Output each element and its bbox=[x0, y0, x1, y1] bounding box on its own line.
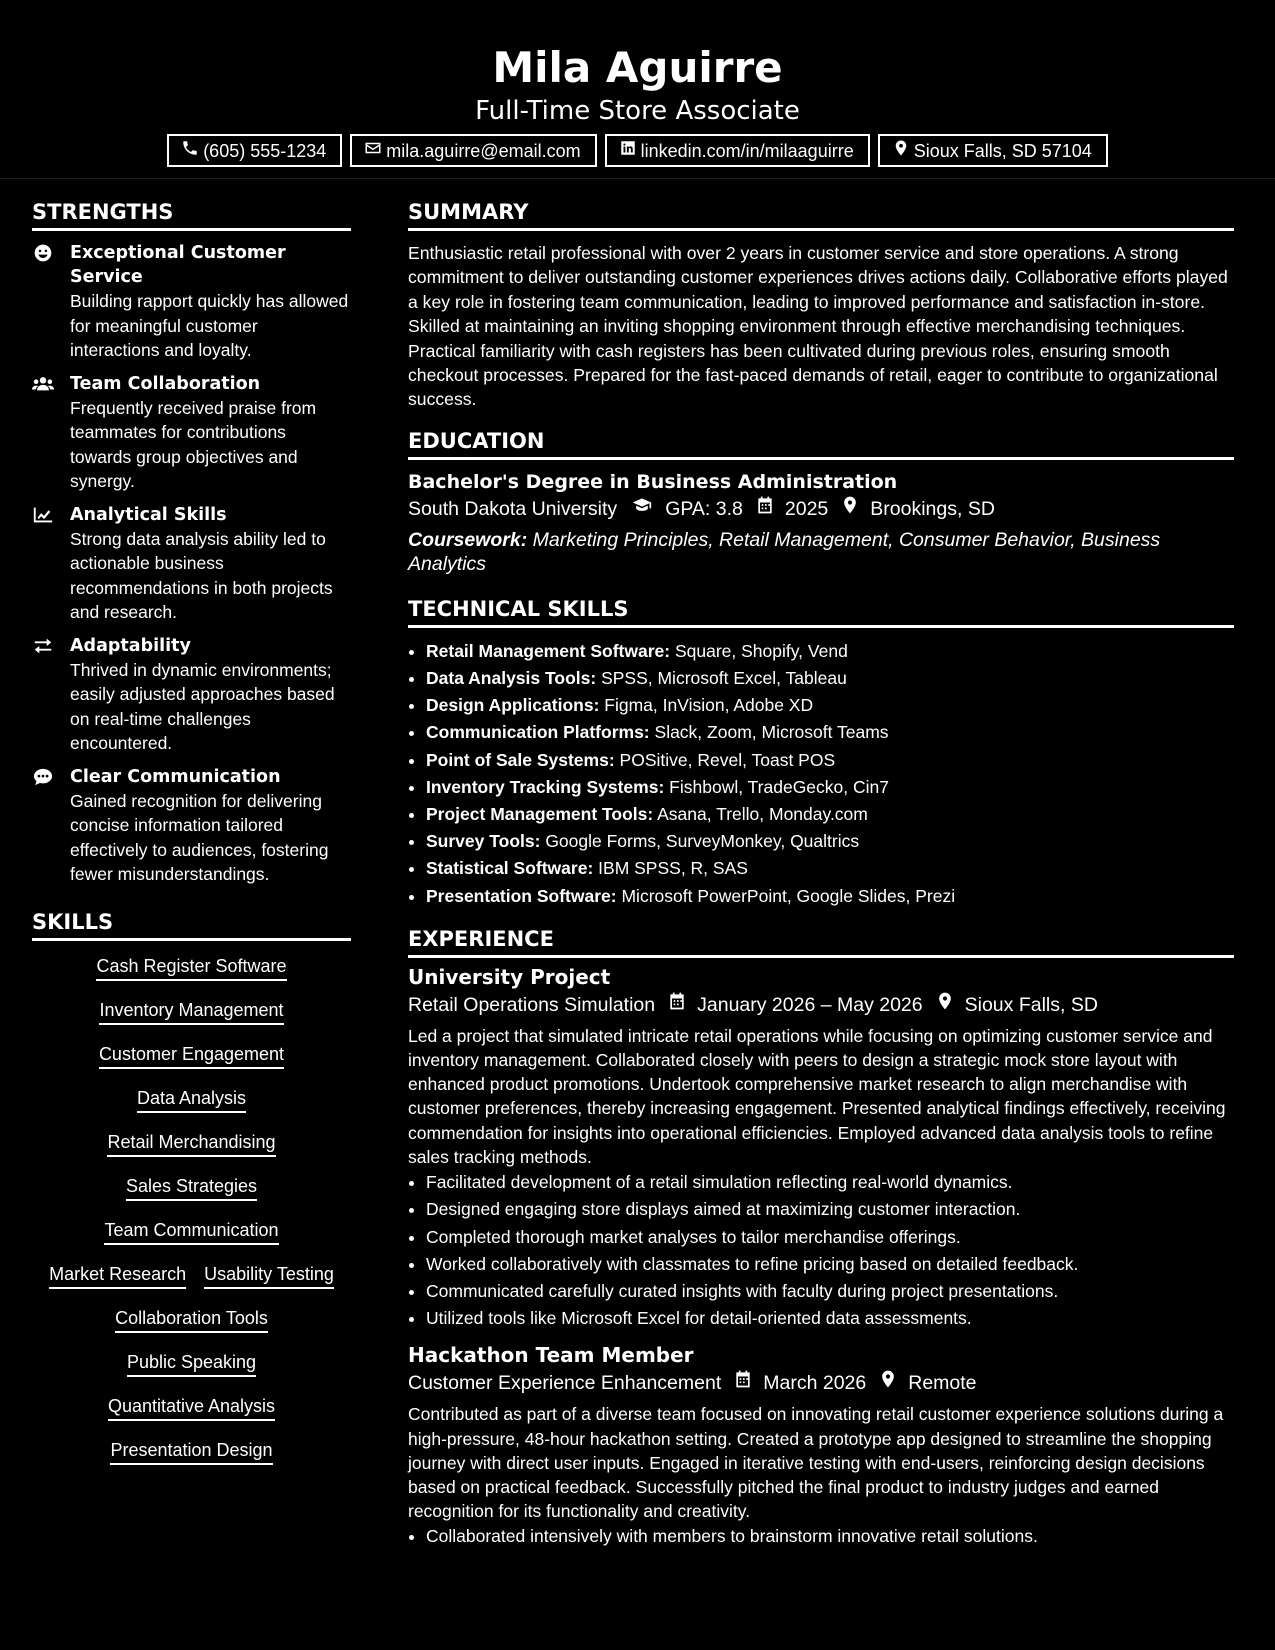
strength-name: Clear Communication bbox=[70, 766, 281, 787]
coursework bbox=[408, 528, 1234, 576]
strength-name: Exceptional Customer Service bbox=[70, 243, 286, 287]
experience-item bbox=[408, 1342, 1234, 1550]
tech-skill-value: Fishbowl, TradeGecko, Cin7 bbox=[669, 776, 889, 797]
contact-email-text: mila.aguirre@email.com bbox=[386, 140, 581, 161]
tech-skill-value: POSitive, Revel, Toast POS bbox=[619, 749, 836, 770]
list-item: • Utilized tools like Microsoft Excel for detail-oriented data assessments. bbox=[426, 1305, 1234, 1332]
map-pin-icon bbox=[923, 990, 965, 1020]
tech-skill-label: Project Management Tools: bbox=[426, 804, 654, 825]
list-item: • Designed engaging store displays aimed at maximizing customer interaction. bbox=[426, 1196, 1234, 1223]
coursework-list: Marketing Principles, Retail Management, Consumer Behavior, Business Analytics bbox=[408, 528, 1161, 575]
job-subtitle: Retail Operations Simulation bbox=[408, 993, 656, 1016]
map-pin-icon bbox=[866, 1368, 908, 1398]
job-description: Led a project that simulated intricate retail operations while focusing on optimizing customer service and inventory management. Collaborated closely with peers to design a strategic mock store layout with enhanced product promotions. Undertook comprehensive market research to align merchandise with customer preferences, thereby increasing engagement. Presented analytical findings effectively, receiving commendation for insights into operational efficiencies. Employed advanced data analysis tools to refine sales tracking methods. bbox=[408, 1025, 1226, 1167]
skill-tag: Retail Merchandising bbox=[107, 1131, 275, 1157]
contact-location-text: Sioux Falls, SD 57104 bbox=[913, 140, 1092, 161]
candidate-name: Mila Aguirre bbox=[492, 43, 783, 92]
list-item bbox=[426, 883, 1234, 910]
job-location: Remote bbox=[908, 1372, 977, 1395]
experience-heading: EXPERIENCE bbox=[408, 926, 1234, 958]
job-dates: March 2026 bbox=[763, 1372, 867, 1395]
speech-bubble-icon bbox=[32, 765, 70, 887]
tech-skill-value: Microsoft PowerPoint, Google Slides, Prezi bbox=[621, 885, 956, 906]
technical-skills-list bbox=[408, 638, 1234, 910]
contact-phone[interactable] bbox=[167, 134, 342, 167]
skill-tag: Sales Strategies bbox=[126, 1175, 257, 1201]
skill-tag: Inventory Management bbox=[99, 999, 283, 1025]
skills-list bbox=[32, 951, 351, 1465]
education-heading: EDUCATION bbox=[408, 428, 1234, 460]
resume-header bbox=[0, 0, 1275, 179]
graduation-year: 2025 bbox=[784, 497, 829, 520]
list-item bbox=[426, 747, 1234, 774]
job-subtitle: Customer Experience Enhancement bbox=[408, 1372, 722, 1395]
job-bullets bbox=[408, 1169, 1234, 1332]
job-dates: January 2026 – May 2026 bbox=[697, 993, 923, 1016]
graduation-cap-icon bbox=[617, 494, 665, 524]
skills-heading: SKILLS bbox=[32, 909, 351, 941]
list-item: • Completed thorough market analyses to tailor merchandise offerings. bbox=[426, 1224, 1234, 1251]
skill-tag: Usability Testing bbox=[204, 1263, 334, 1289]
summary-heading: SUMMARY bbox=[408, 199, 1234, 231]
strength-item bbox=[32, 503, 351, 625]
summary-text: Enthusiastic retail professional with over 2 years in customer service and store operations. A strong commitment to deliver outstanding customer experiences drives actions daily. Collaborative efforts played a key role in fostering team communication, leading to improved performance and satisfaction in-store. Skilled at maintaining an inviting shopping environment through effective merchandising techniques. Practical familiarity with cash registers has been cultivated during previous roles, ensuring smooth checkout processes. Prepared for the fast-paced demands of retail, eager to contribute to organizational success. bbox=[408, 243, 1228, 410]
contact-location[interactable] bbox=[878, 134, 1108, 167]
tech-skill-value: IBM SPSS, R, SAS bbox=[598, 858, 748, 879]
tech-skill-label: Point of Sale Systems: bbox=[426, 749, 615, 770]
contact-linkedin[interactable] bbox=[605, 134, 870, 167]
arrows-exchange-icon bbox=[32, 634, 70, 756]
tech-skill-value: Asana, Trello, Monday.com bbox=[657, 804, 868, 825]
list-item bbox=[426, 665, 1234, 692]
list-item: • Collaborated intensively with members to brainstorm innovative retail solutions. bbox=[426, 1523, 1234, 1550]
tech-skill-value: Figma, InVision, Adobe XD bbox=[604, 695, 814, 716]
job-title: University Project bbox=[408, 964, 611, 989]
school-location: Brookings, SD bbox=[870, 497, 995, 520]
strength-desc: Strong data analysis ability led to actionable business recommendations in both projects and research. bbox=[70, 528, 333, 622]
resume-body bbox=[0, 179, 1275, 1551]
phone-icon bbox=[181, 139, 199, 162]
right-column bbox=[408, 179, 1234, 1551]
list-item: • Worked collaboratively with classmates to refine pricing based on detailed feedback. bbox=[426, 1251, 1234, 1278]
smile-icon bbox=[32, 241, 70, 363]
list-item: • Communicated carefully curated insights with faculty during project presentations. bbox=[426, 1278, 1234, 1305]
users-icon bbox=[32, 372, 70, 494]
calendar-icon bbox=[743, 494, 785, 524]
tech-skill-label: Communication Platforms: bbox=[426, 722, 650, 743]
contact-linkedin-text: linkedin.com/in/milaaguirre bbox=[640, 140, 854, 161]
job-description: Contributed as part of a diverse team focused on innovating retail customer experience solutions during a high-pressure, 48-hour hackathon setting. Created a prototype app designed to streamline the shopping journey with direct user inputs. Engaged in iterative testing with end-users, reinforcing design decisions based on practical feedback. Successfully pitched the final product to industry judges and earned recognition for its functionality and creativity. bbox=[408, 1404, 1224, 1522]
list-item bbox=[426, 828, 1234, 855]
map-pin-icon bbox=[892, 139, 910, 162]
strength-item bbox=[32, 634, 351, 756]
tech-skill-value: Square, Shopify, Vend bbox=[674, 640, 848, 661]
chart-line-icon bbox=[32, 503, 70, 625]
strength-desc: Gained recognition for delivering concise information tailored effectively to audiences, fostering fewer misunderstandings. bbox=[70, 790, 329, 884]
strength-name: Analytical Skills bbox=[70, 504, 227, 525]
skill-tag: Presentation Design bbox=[110, 1439, 272, 1465]
technical-skills-heading: TECHNICAL SKILLS bbox=[408, 596, 1234, 628]
tech-skill-value: Google Forms, SurveyMonkey, Qualtrics bbox=[545, 831, 860, 852]
linkedin-icon bbox=[619, 139, 637, 162]
list-item bbox=[426, 774, 1234, 801]
education-meta bbox=[408, 494, 1234, 524]
contact-phone-text: (605) 555-1234 bbox=[203, 140, 327, 161]
tech-skill-label: Data Analysis Tools: bbox=[426, 668, 597, 689]
list-item bbox=[426, 801, 1234, 828]
strength-item bbox=[32, 241, 351, 363]
list-item: • Facilitated development of a retail simulation reflecting real-world dynamics. bbox=[426, 1169, 1234, 1196]
skill-tag: Customer Engagement bbox=[99, 1043, 284, 1069]
skill-tag: Cash Register Software bbox=[96, 955, 286, 981]
strength-desc: Frequently received praise from teammates for contributions towards group objectives and synergy. bbox=[70, 397, 317, 491]
tech-skill-label: Survey Tools: bbox=[426, 831, 541, 852]
job-title: Hackathon Team Member bbox=[408, 1343, 694, 1368]
skill-tag: Collaboration Tools bbox=[115, 1307, 268, 1333]
degree-name: Bachelor's Degree in Business Administration bbox=[408, 470, 898, 493]
strength-desc: Thrived in dynamic environments; easily adjusted approaches based on real-time challenges encountered. bbox=[70, 659, 335, 753]
strengths-heading: STRENGTHS bbox=[32, 199, 351, 231]
tech-skill-value: Slack, Zoom, Microsoft Teams bbox=[654, 722, 889, 743]
list-item bbox=[426, 855, 1234, 882]
contact-email[interactable] bbox=[350, 134, 596, 167]
job-meta bbox=[408, 990, 1234, 1020]
list-item bbox=[426, 692, 1234, 719]
tech-skill-label: Retail Management Software: bbox=[426, 640, 671, 661]
strength-name: Adaptability bbox=[70, 635, 191, 656]
gpa: GPA: 3.8 bbox=[665, 497, 743, 520]
skill-tag: Quantitative Analysis bbox=[108, 1395, 275, 1421]
strength-item bbox=[32, 765, 351, 887]
strength-name: Team Collaboration bbox=[70, 373, 261, 394]
skill-tag: Data Analysis bbox=[137, 1087, 246, 1113]
skill-tag: Team Communication bbox=[104, 1219, 278, 1245]
experience-item bbox=[408, 964, 1234, 1332]
strength-item bbox=[32, 372, 351, 494]
strength-desc: Building rapport quickly has allowed for meaningful customer interactions and loyalty. bbox=[70, 291, 349, 360]
left-column bbox=[32, 179, 351, 1551]
map-pin-icon bbox=[828, 494, 870, 524]
candidate-title: Full-Time Store Associate bbox=[475, 96, 800, 126]
list-item bbox=[426, 719, 1234, 746]
contact-bar bbox=[0, 134, 1275, 167]
tech-skill-label: Presentation Software: bbox=[426, 885, 617, 906]
envelope-icon bbox=[364, 139, 382, 162]
tech-skill-label: Inventory Tracking Systems: bbox=[426, 776, 665, 797]
tech-skill-label: Statistical Software: bbox=[426, 858, 594, 879]
coursework-label: Coursework: bbox=[408, 528, 528, 551]
job-meta bbox=[408, 1368, 1234, 1398]
list-item bbox=[426, 638, 1234, 665]
school-name: South Dakota University bbox=[408, 497, 618, 520]
calendar-icon bbox=[655, 990, 697, 1020]
skill-tag: Public Speaking bbox=[127, 1351, 256, 1377]
job-location: Sioux Falls, SD bbox=[964, 993, 1098, 1016]
tech-skill-value: SPSS, Microsoft Excel, Tableau bbox=[601, 668, 847, 689]
job-bullets bbox=[408, 1523, 1234, 1550]
tech-skill-label: Design Applications: bbox=[426, 695, 600, 716]
skill-tag: Market Research bbox=[49, 1263, 186, 1289]
calendar-icon bbox=[721, 1368, 763, 1398]
